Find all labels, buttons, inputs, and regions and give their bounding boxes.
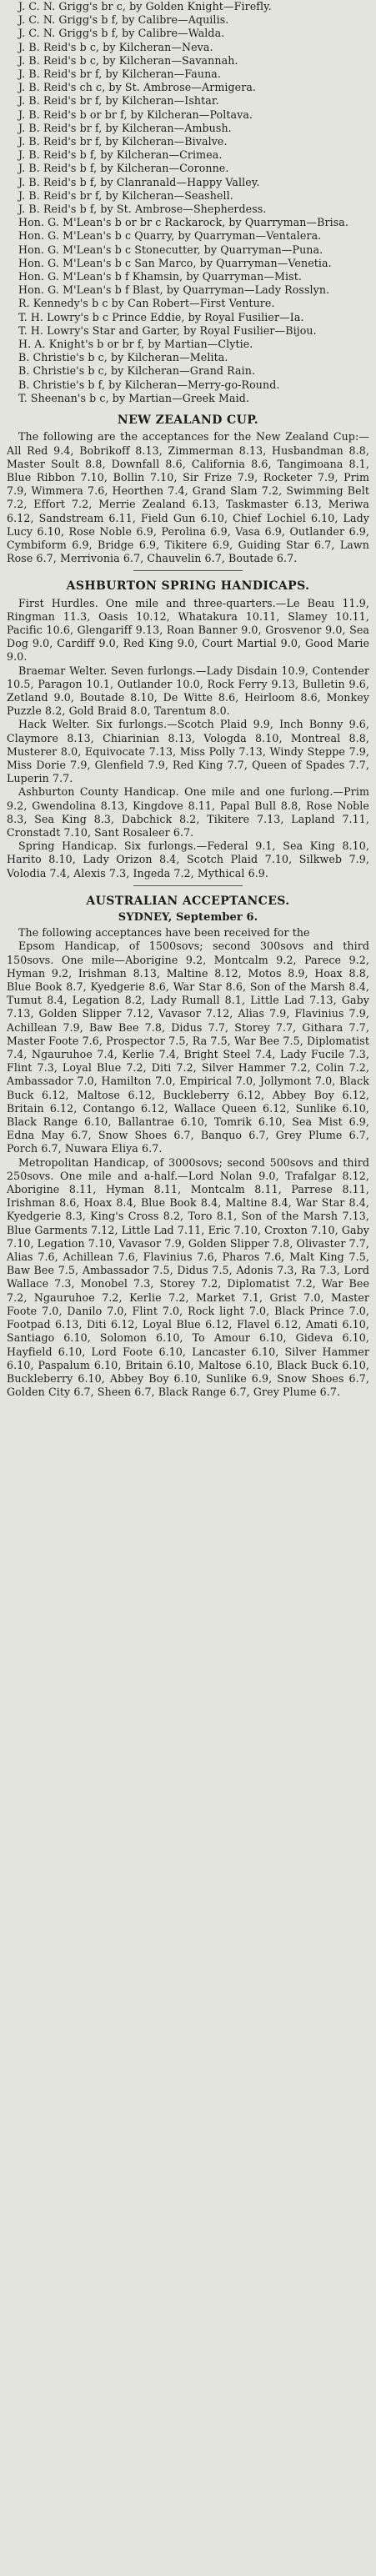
nomination-entry: J. B. Reid's br f, by Kilcheran—Fauna.: [18, 68, 222, 81]
nomination-entry: J. B. Reid's b f, by Clanranald—Happy Valley.: [18, 175, 260, 188]
section-heading: ASHBURTON SPRING HANDICAPS.: [66, 579, 310, 594]
nomination-entry: Hon. G. M'Lean's b f Blast, by Quarryman—Lady Rosslyn.: [18, 283, 330, 297]
nominations-list: [7, 0, 369, 405]
nomination-entry: T. Sheenan's b c, by Martian—Greek Maid.: [18, 391, 250, 404]
nomination-entry: J. B. Reid's b c, by Kilcheran—Neva.: [18, 40, 213, 53]
race-paragraph: Ashburton County Handicap. One mile and one furlong.—Prim 9.2, Gwendolina 8.13, Kingdove 8.11, Papal Bull 8.8, Rose Noble 8.3, Sea King 8.3, Dabchick 8.2, Tikitere 7.13, Lapland 7.11, Cronstadt 7.10, Sant Rosaleer 6.7.: [7, 785, 369, 839]
nomination-entry: Hon. G. M'Lean's b c Stonecutter, by Quarryman—Puna.: [18, 243, 323, 256]
nomination-entry: T. H. Lowry's b c Prince Eddie, by Royal Fusilier—Ia.: [18, 310, 304, 323]
nomination-entry: J. B. Reid's br f, by Kilcheran—Seashell.: [18, 188, 233, 202]
nomination-entry: Hon. G. M'Lean's b c Quarry, by Quarryman—Ventalera.: [18, 229, 322, 243]
nomination-entry: B. Christie's b c, by Kilcheran—Grand Rain.: [18, 364, 256, 378]
nomination-entry: J. B. Reid's br f, by Kilcheran—Ishtar.: [18, 94, 219, 108]
nomination-entry: B. Christie's b f, by Kilcheran—Merry-go-Round.: [18, 378, 280, 391]
nomination-entry: J. C. N. Grigg's b f, by Calibre—Walda.: [18, 27, 225, 40]
nomination-entry: J. B. Reid's b f, by Kilcheran—Crimea.: [18, 148, 223, 162]
nz-cup-section: [7, 413, 369, 565]
nomination-entry: J. B. Reid's ch c, by St. Ambrose—Armigera.: [18, 81, 257, 94]
race-paragraph: Epsom Handicap, of 1500sovs; second 300sovs and third 150sovs. One mile—Aborigine 9.2, Montcalm 9.2, Parece 9.2, Hyman 9.2, Irishman 8.13, Maltine 8.12, Motos 8.9, Hoax 8.8, Blue Book 8.7, Kyedgerie 8.6, War Star 8.6, Son of the Marsh 8.4, Tumut 8.4, Legation 8.2, Lady Rumall 8.1, Little Lad 7.13, Gaby 7.13, Golden Slipper 7.12, Vavasor 7.12, Alias 7.9, Flavinius 7.9, Achillean 7.9, Baw Bee 7.8, Didus 7.7, Storey 7.7, Githara 7.7, Master Foote 7.6, Prospector 7.5, Ra 7.5, War Bee 7.5, Diplomatist 7.4, Ngauruhoe 7.4, Kerlie 7.4, Bright Steel 7.4, Lady Fucile 7.3, Flint 7.3, Loyal Blue 7.2, Diti 7.2, Silver Hammer 7.2, Colin 7.2, Ambassador 7.0, Hamilton 7.0, Empirical 7.0, Jollymont 7.0, Black Buck 6.12, Maltose 6.12, Buckleberry 6.12, Abbey Boy 6.12, Britain 6.12, Contango 6.12, Wallace Queen 6.12, Sunlike 6.10, Black Range 6.10, Ballantrae 6.10, Tomrik 6.10, Sea Mist 6.9, Edna May 6.7, Snow Shoes 6.7, Banquo 6.7, Grey Plume 6.7, Porch 6.7, Nuwara Eliya 6.7.: [7, 940, 369, 1155]
race-paragraph: First Hurdles. One mile and three-quarters.—Le Beau 11.9, Ringman 11.3, Oasis 10.12, Whatakura 10.11, Slamey 10.11, Pacific 10.6, Glengariff 9.13, Roan Banner 9.0, Grosvenor 9.0, Sea Dog 9.0, Cardiff 9.0, Red King 9.0, Court Martial 9.0, Good Marie 9.0.: [7, 596, 369, 664]
nz-cup-acceptances: The following are the acceptances for the New Zealand Cup:—All Red 9.4, Bobrikoff 8.13, Zimmerman 8.13, Husbandman 8.8, Master Soult 8.8, Downfall 8.6, California 8.6, Tangimoana 8.1, Blue Ribbon 7.10, Bollin 7.10, Sir Frize 7.9, Rocketer 7.9, Prim 7.9, Wimmera 7.6, Heorthen 7.4, Grand Slam 7.2, Swimming Belt 7.2, Effort 7.2, Merrie Zealand 6.13, Taskmaster 6.13, Meriwa 6.12, Sandstream 6.11, Field Gun 6.10, Chief Lochiel 6.10, Lady Lucy 6.10, Rose Noble 6.9, Perolina 6.9, Vasa 6.9, Outlander 6.9, Cymbiform 6.9, Bridge 6.9, Tikitere 6.9, Guiding Star 6.7, Lawn Rose 6.7, Merrivonia 6.7, Chauvelin 6.7, Boutade 6.7.: [7, 430, 369, 565]
nomination-entry: Hon. G. M'Lean's b f Khamsin, by Quarryman—Mist.: [18, 270, 303, 283]
race-paragraph: The following acceptances have been received for the: [18, 926, 310, 940]
nomination-entry: R. Kennedy's b c by Can Robert—First Venture.: [18, 297, 275, 310]
nomination-entry: J. B. Reid's b f, by St. Ambrose—Shepherdess.: [18, 203, 267, 216]
nomination-entry: H. A. Knight's b or br f, by Martian—Clytie.: [18, 338, 253, 351]
nomination-entry: J. C. N. Grigg's br c, by Golden Knight—Firefly.: [18, 0, 272, 13]
nomination-entry: B. Christie's b c, by Kilcheran—Melita.: [18, 351, 228, 364]
acceptance-column: [7, 0, 369, 1399]
section-divider: [133, 570, 243, 571]
race-paragraph: Braemar Welter. Seven furlongs.—Lady Disdain 10.9, Contender 10.5, Paragon 10.1, Outlander 10.0, Rock Ferry 9.13, Bulletin 9.6, Zetland 9.0, Boutade 8.10, De Witte 8.6, Heirloom 8.6, Monkey Puzzle 8.2, Gold Braid 8.0, Tarentum 8.0.: [7, 664, 369, 718]
ashburton-section: [7, 579, 369, 880]
dateline: SYDNEY, September 6.: [118, 911, 258, 924]
nomination-entry: J. B. Reid's br f, by Kilcheran—Ambush.: [18, 121, 232, 134]
nomination-entry: Hon. G. M'Lean's b or br c Rackarock, by Quarryman—Brisa.: [18, 216, 349, 229]
nomination-entry: J. B. Reid's b or br f, by Kilcheran—Poltava.: [18, 108, 253, 121]
nomination-entry: J. C. N. Grigg's b f, by Calibre—Aquilis.: [18, 13, 229, 27]
nomination-entry: J. B. Reid's b f, by Kilcheran—Coronne.: [18, 162, 229, 175]
australian-section: [7, 895, 369, 1400]
nomination-entry: J. B. Reid's b c, by Kilcheran—Savannah.: [18, 53, 238, 67]
nomination-entry: T. H. Lowry's Star and Garter, by Royal Fusilier—Bijou.: [18, 323, 317, 337]
race-paragraph: Hack Welter. Six furlongs.—Scotch Plaid 9.9, Inch Bonny 9.6, Claymore 8.13, Chiarinian 8.13, Vologda 8.10, Montreal 8.8, Musterer 8.0, Equivocate 7.13, Miss Polly 7.13, Windy Steppe 7.9, Miss Dorie 7.9, Glenfield 7.9, Red King 7.7, Queen of Spades 7.7, Luperin 7.7.: [7, 718, 369, 785]
race-paragraph: Spring Handicap. Six furlongs.—Federal 9.1, Sea King 8.10, Harito 8.10, Lady Orizon 8.4, Scotch Plaid 7.10, Silkweb 7.9, Volodia 7.4, Alexis 7.3, Ingeda 7.2, Mythical 6.9.: [7, 839, 369, 880]
race-paragraph: Metropolitan Handicap, of 3000sovs; second 500sovs and third 250sovs. One mile and a-half.—Lord Nolan 9.0, Trafalgar 8.12, Aborigine 8.11, Hyman 8.11, Montcalm 8.11, Parrese 8.11, Irishman 8.6, Hoax 8.4, Blue Book 8.4, Maltine 8.4, War Star 8.4, Kyedgerie 8.3, King's Cross 8.2, Toro 8.1, Son of the Marsh 7.13, Blue Garments 7.12, Little Lad 7.11, Eric 7.10, Croxton 7.10, Gaby 7.10, Legation 7.10, Vavasor 7.9, Golden Slipper 7.8, Olivaster 7.7, Alias 7.6, Achillean 7.6, Flavinius 7.6, Pharos 7.6, Malt King 7.5, Baw Bee 7.5, Ambassador 7.5, Didus 7.5, Adonis 7.3, Ra 7.3, Lord Wallace 7.3, Monobel 7.3, Storey 7.2, Diplomatist 7.2, War Bee 7.2, Ngauruhoe 7.2, Kerlie 7.2, Market 7.1, Grist 7.0, Master Foote 7.0, Danilo 7.0, Flint 7.0, Rock light 7.0, Black Prince 7.0, Footpad 6.13, Diti 6.12, Loyal Blue 6.12, Flavel 6.12, Amati 6.10, Santiago 6.10, Solomon 6.10, To Amour 6.10, Gideva 6.10, Hayfield 6.10, Lord Foote 6.10, Lancaster 6.10, Silver Hammer 6.10, Paspalum 6.10, Britain 6.10, Maltose 6.10, Black Buck 6.10, Buckleberry 6.10, Abbey Boy 6.10, Sunlike 6.9, Snow Shoes 6.7, Golden City 6.7, Sheen 6.7, Black Range 6.7, Grey Plume 6.7.: [7, 1155, 369, 1399]
nomination-entry: Hon. G. M'Lean's b c San Marco, by Quarryman—Venetia.: [18, 256, 332, 269]
nomination-entry: J. B. Reid's br f, by Kilcheran—Bivalve.: [18, 135, 228, 148]
section-divider: [133, 885, 243, 886]
section-heading: NEW ZEALAND CUP.: [117, 413, 259, 428]
section-heading: AUSTRALIAN ACCEPTANCES.: [86, 894, 290, 908]
